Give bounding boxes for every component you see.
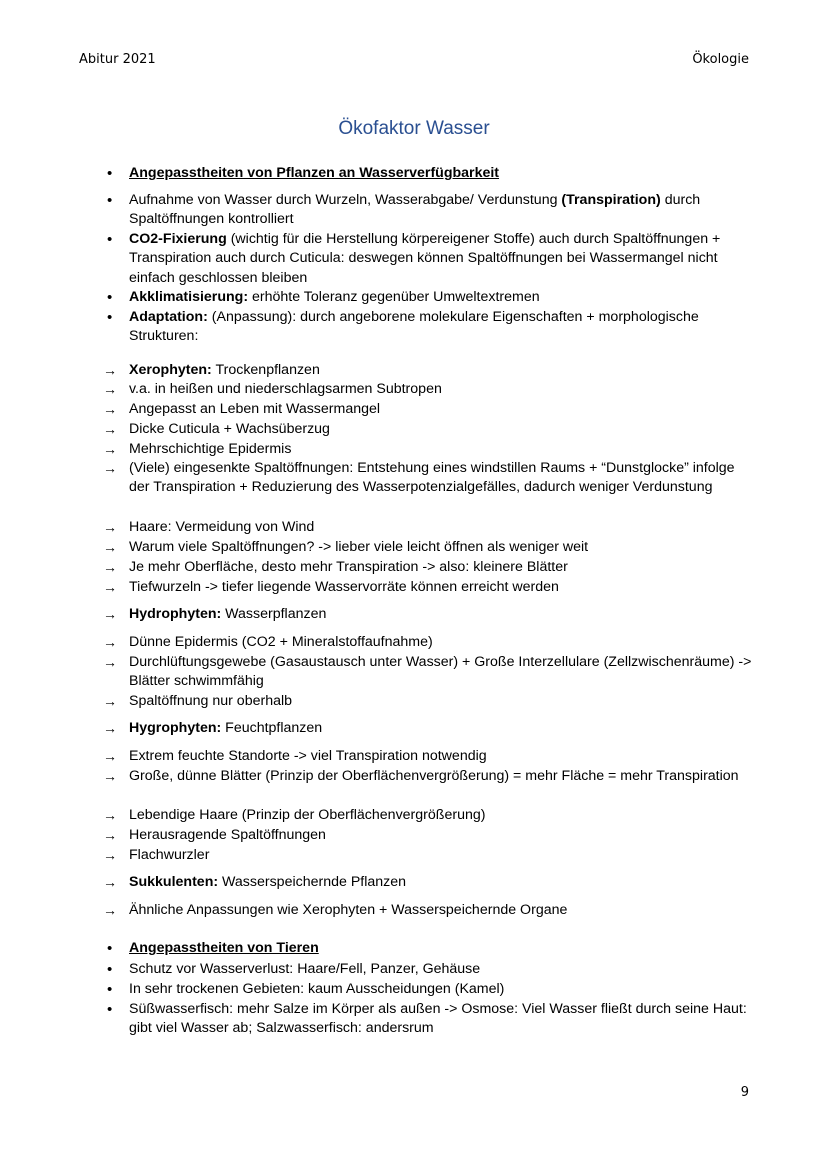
arrow-marker: → — [103, 441, 117, 457]
item-text: Dünne Epidermis (CO2 + Mineralstoffaufnahme) — [129, 634, 433, 650]
item-text: Je mehr Oberfläche, desto mehr Transpiration -> also: kleinere Blätter — [129, 559, 568, 575]
item-text: v.a. in heißen und niederschlagsarmen Subtropen — [129, 381, 442, 397]
arrow-marker: → — [103, 902, 117, 918]
item-text: Schutz vor Wasserverlust: Haare/Fell, Panzer, Gehäuse — [129, 961, 481, 977]
item-bold: Xerophyten: — [129, 362, 212, 378]
item-text: (Anpassung): durch angeborene molekulare Eigenschaften + morphologische Strukturen: — [129, 309, 699, 345]
item-text: Flachwurzler — [129, 847, 210, 863]
item-text: Feuchtpflanzen — [221, 720, 323, 736]
item-text: Wasserspeichernde Pflanzen — [218, 874, 407, 890]
hydrophyten-heading — [103, 605, 754, 624]
arrow-marker: → — [103, 381, 117, 397]
page-number: 9 — [740, 1085, 749, 1100]
sukkulenten-heading — [103, 873, 754, 892]
list-item — [103, 400, 754, 419]
item-text: Aufnahme von Wasser durch Wurzeln, Wasserabgabe/ Verdunstung — [129, 192, 562, 208]
arrow-marker: → — [103, 874, 117, 890]
arrow-marker: → — [103, 519, 117, 535]
item-bold: Akklimatisierung: — [129, 289, 249, 305]
arrow-marker: → — [103, 606, 117, 622]
item-bold: (Transpiration) — [561, 192, 661, 208]
list-item — [103, 901, 754, 920]
list-item — [103, 826, 754, 845]
header-right: Ökologie — [692, 52, 749, 67]
item-text: Wasserpflanzen — [221, 606, 327, 622]
arrow-marker: → — [103, 768, 117, 784]
section-heading-pflanzen — [107, 164, 754, 183]
item-text: Warum viele Spaltöffnungen? -> lieber viele leicht öffnen als weniger weit — [129, 539, 589, 555]
xerophyten-heading — [103, 361, 754, 380]
list-item — [103, 806, 754, 825]
item-text: erhöhte Toleranz gegenüber Umweltextremen — [248, 289, 540, 305]
list-item — [103, 692, 754, 711]
list-item — [103, 440, 754, 459]
arrow-marker: → — [103, 539, 117, 555]
item-bold: CO2-Fixierung — [129, 231, 227, 247]
item-text: Extrem feuchte Standorte -> viel Transpiration notwendig — [129, 748, 487, 764]
item-text: Dicke Cuticula + Wachsüberzug — [129, 421, 330, 437]
arrow-marker: → — [103, 693, 117, 709]
item-text: (Viele) eingesenkte Spaltöffnungen: Entstehung eines windstillen Raums + “Dunstglocke” infolge der Transpiration + Reduzierung des Wasserpotenzialgefälles, dadurch weniger Verdunstung — [129, 460, 735, 496]
item-text: Ähnliche Anpassungen wie Xerophyten + Wasserspeichernde Organe — [129, 902, 568, 918]
item-bold: Sukkulenten: — [129, 874, 219, 890]
bullet-marker: • — [107, 1001, 113, 1018]
list-item — [107, 960, 754, 979]
list-item — [103, 459, 754, 498]
item-text: Süßwasserfisch: mehr Salze im Körper als außen -> Osmose: Viel Wasser fließt durch seine Haut: gibt viel Wasser ab; Salzwasserfisch: andersrum — [129, 1001, 747, 1037]
item-text: Durchlüftungsgewebe (Gasaustausch unter Wasser) + Große Interzellulare (Zellzwischenräume) -> Blätter schwimmfähig — [129, 654, 752, 690]
item-text: Mehrschichtige Epidermis — [129, 441, 292, 457]
arrow-marker: → — [103, 362, 117, 378]
item-text: (wichtig für die Herstellung körpereigener Stoffe) auch durch Spaltöffnungen + Transpiration auch durch Cuticula: deswegen können Spaltöffnungen bei Wassermangel nicht einfach geschlossen bleiben — [129, 231, 721, 286]
arrow-marker: → — [103, 720, 117, 736]
item-text: durch Spaltöffnungen kontrolliert — [129, 192, 701, 228]
list-item — [107, 1000, 754, 1039]
bullet-marker: • — [107, 961, 113, 978]
item-text: Große, dünne Blätter (Prinzip der Oberflächenvergrößerung) = mehr Fläche = mehr Transpiration — [129, 768, 739, 784]
list-item-co2 — [107, 230, 754, 288]
arrow-marker: → — [103, 827, 117, 843]
section-heading-tiere — [107, 939, 754, 958]
item-bold: Hygrophyten: — [129, 720, 222, 736]
item-text: In sehr trockenen Gebieten: kaum Ausscheidungen (Kamel) — [129, 981, 505, 997]
page-title: Ökofaktor Wasser — [338, 118, 490, 139]
list-item-aufnahme — [107, 191, 754, 230]
arrow-marker: → — [103, 460, 117, 476]
bullet-marker: • — [107, 231, 113, 248]
arrow-marker: → — [103, 807, 117, 823]
hygrophyten-heading — [103, 719, 754, 738]
arrow-marker: → — [103, 559, 117, 575]
item-text: Lebendige Haare (Prinzip der Oberflächenvergrößerung) — [129, 807, 486, 823]
list-item — [107, 980, 754, 999]
heading-text: Angepasstheiten von Tieren — [129, 940, 319, 956]
item-bold: Adaptation: — [129, 309, 208, 325]
item-text: Haare: Vermeidung von Wind — [129, 519, 315, 535]
arrow-marker: → — [103, 401, 117, 417]
list-item — [103, 653, 754, 692]
list-item-akklimatisierung — [107, 288, 754, 307]
list-item — [103, 846, 754, 865]
arrow-marker: → — [103, 421, 117, 437]
list-item — [103, 578, 754, 597]
list-item — [103, 538, 754, 557]
bullet-marker: • — [107, 192, 113, 209]
item-text: Trockenpflanzen — [211, 362, 320, 378]
bullet-marker: • — [107, 309, 113, 326]
list-item — [103, 518, 754, 537]
header-left: Abitur 2021 — [79, 52, 156, 67]
list-item — [103, 633, 754, 652]
bullet-marker: • — [107, 940, 113, 957]
arrow-marker: → — [103, 654, 117, 670]
arrow-marker: → — [103, 847, 117, 863]
list-item — [103, 558, 754, 577]
bullet-marker: • — [107, 289, 113, 306]
arrow-marker: → — [103, 634, 117, 650]
heading-text: Angepasstheiten von Pflanzen an Wasserverfügbarkeit — [129, 165, 500, 181]
arrow-marker: → — [103, 748, 117, 764]
list-item-adaptation — [107, 308, 754, 347]
bullet-marker: • — [107, 981, 113, 998]
list-item — [103, 420, 754, 439]
item-text: Herausragende Spaltöffnungen — [129, 827, 326, 843]
list-item — [103, 767, 754, 786]
arrow-marker: → — [103, 579, 117, 595]
bullet-marker: • — [107, 165, 113, 182]
list-item — [103, 747, 754, 766]
item-bold: Hydrophyten: — [129, 606, 222, 622]
list-item — [103, 380, 754, 399]
item-text: Spaltöffnung nur oberhalb — [129, 693, 293, 709]
item-text: Angepasst an Leben mit Wassermangel — [129, 401, 381, 417]
item-text: Tiefwurzeln -> tiefer liegende Wasservorräte können erreicht werden — [129, 579, 559, 595]
